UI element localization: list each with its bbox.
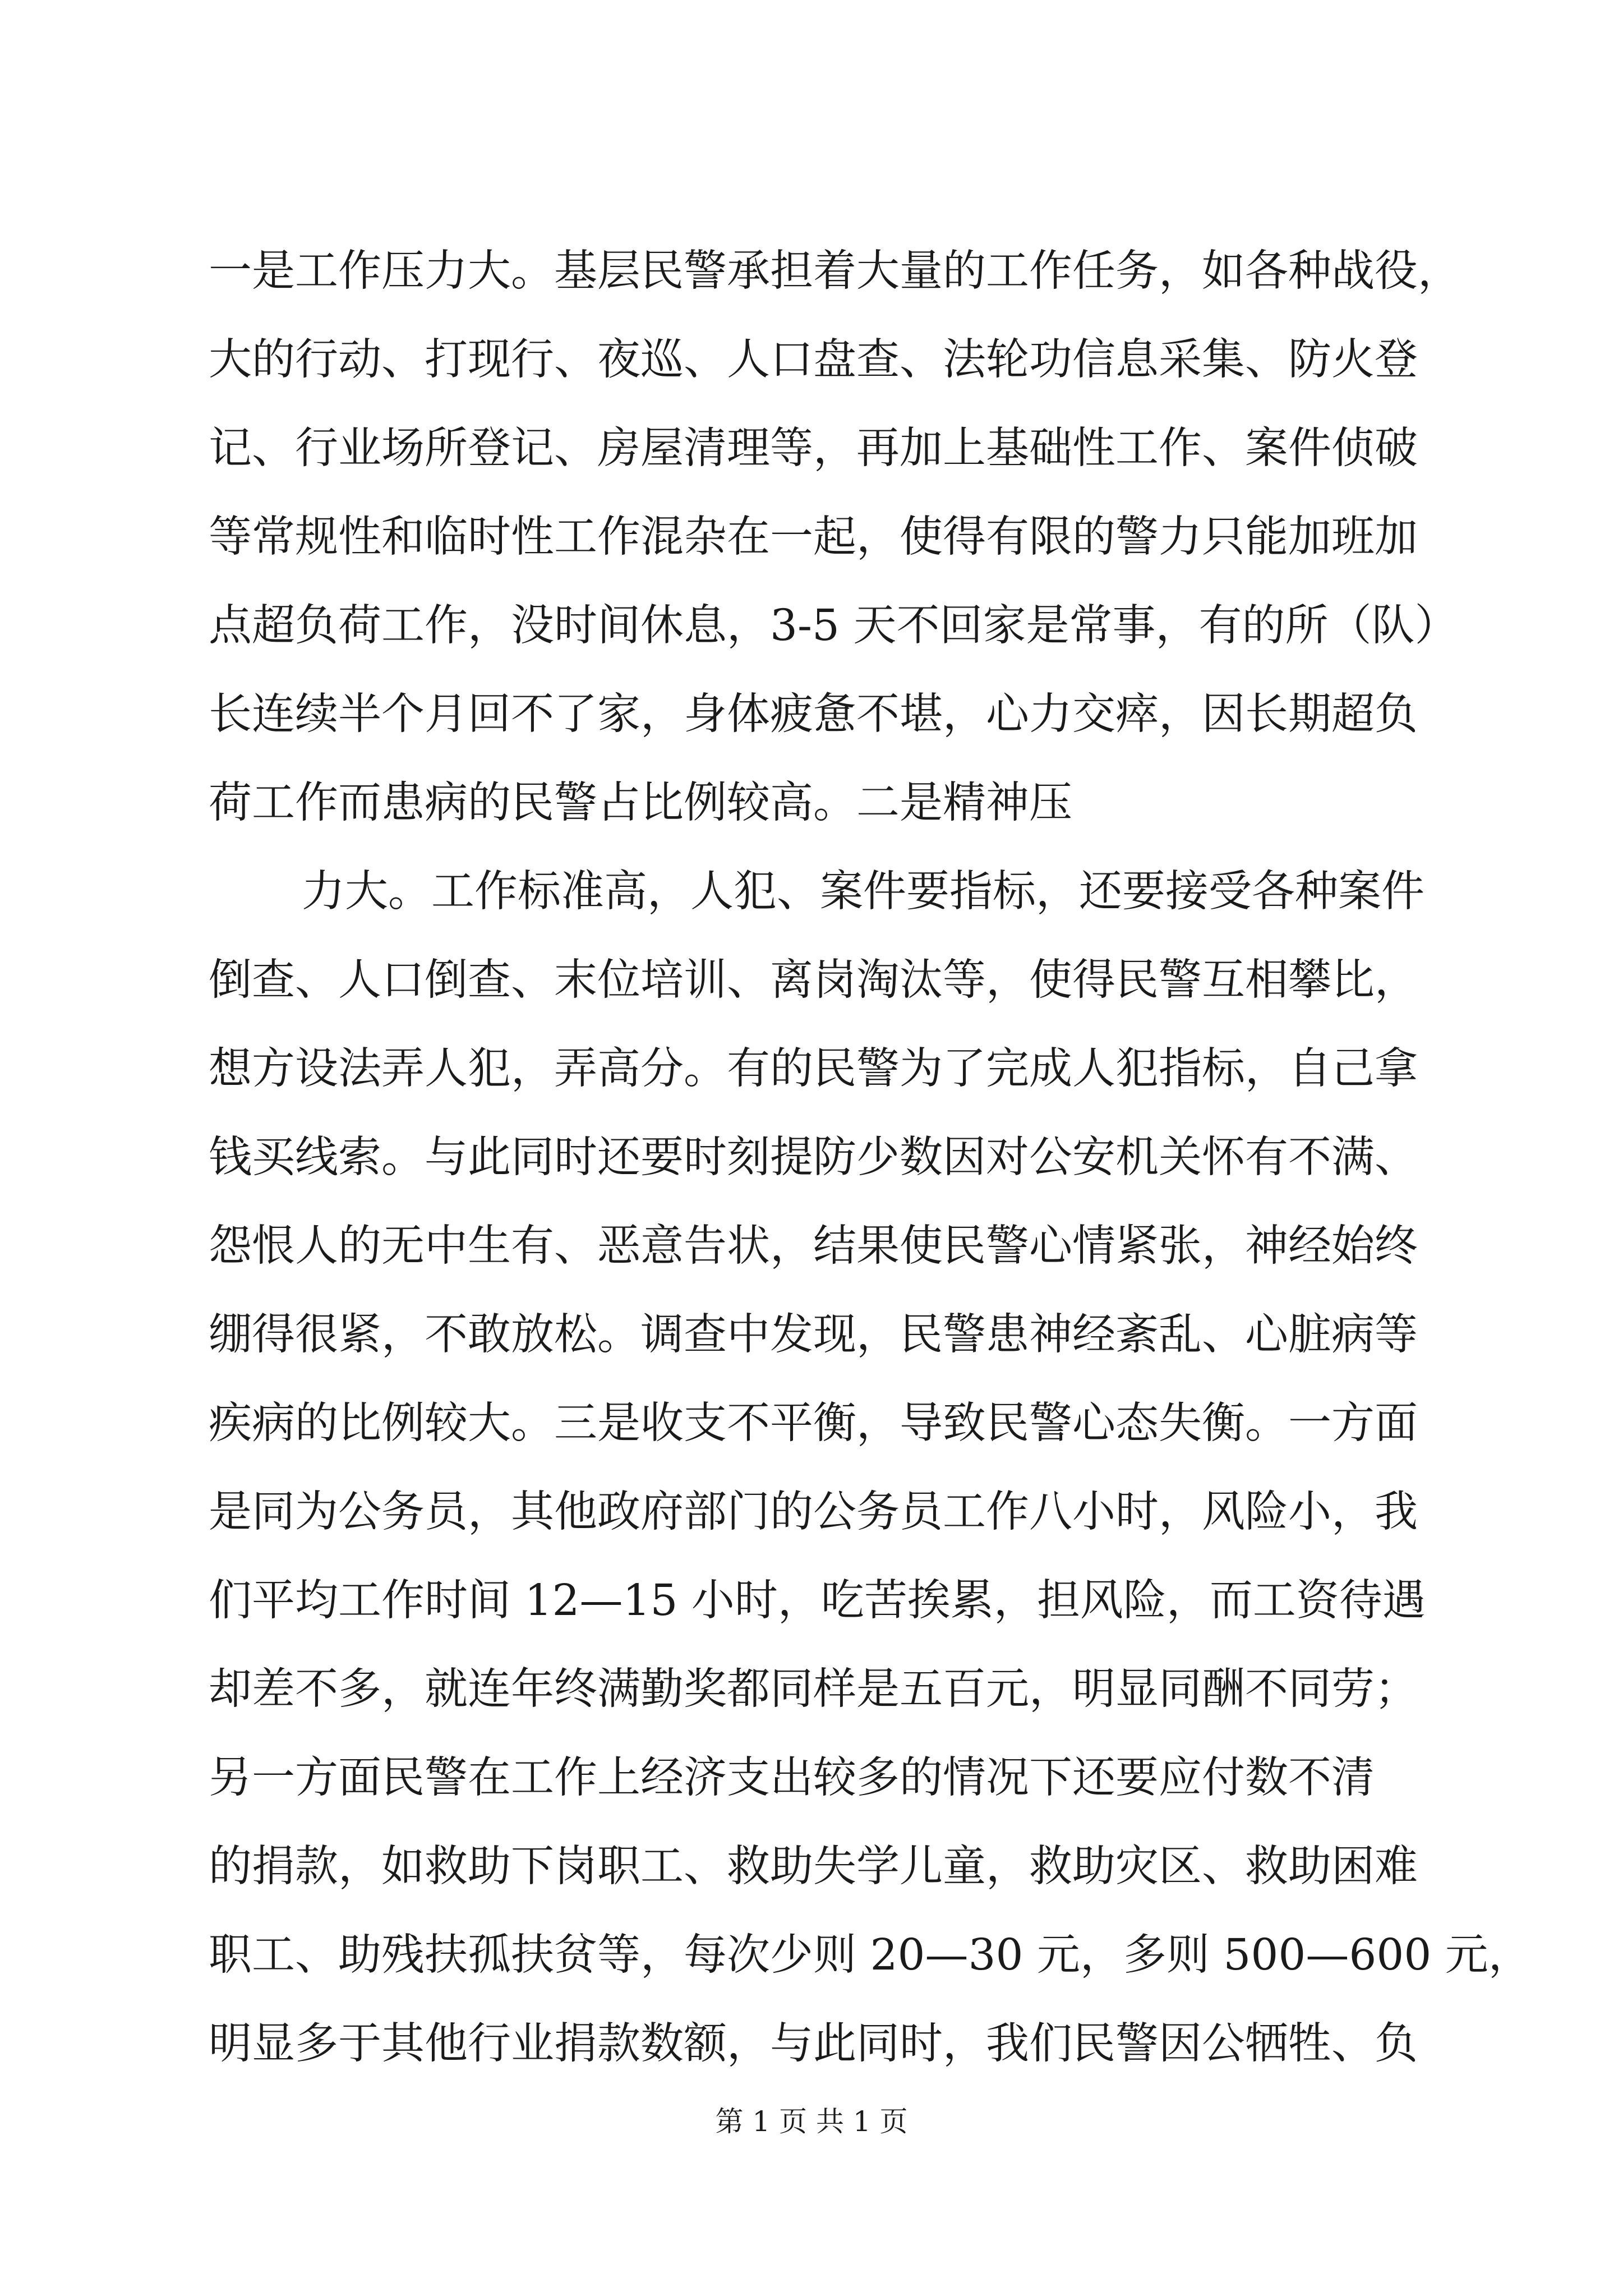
text-line: 点超负荷工作，没时间休息，3-5 天不回家是常事，有的所（队） [209,601,1458,651]
text-line: 的捐款，如救助下岗职工、救助失学儿童，救助灾区、救助困难 [209,1842,1418,1892]
text-line: 绷得很紧，不敢放松。调查中发现，民警患神经紊乱、心脏病等 [209,1310,1418,1360]
text-line: 们平均工作时间 12—15 小时，吃苦挨累，担风险，而工资待遇 [209,1576,1426,1626]
text-line: 怨恨人的无中生有、恶意告状，结果使民警心情紧张，神经始终 [209,1221,1418,1271]
text-line: 另一方面民警在工作上经济支出较多的情况下还要应付数不清 [209,1753,1375,1803]
text-line: 明显多于其他行业捐款数额，与此同时，我们民警因公牺牲、负 [209,2019,1418,2069]
body-text [209,227,1532,2088]
text-line: 疾病的比例较大。三是收支不平衡，导致民警心态失衡。一方面 [209,1398,1418,1448]
text-line: 大的行动、打现行、夜巡、人口盘查、法轮功信息采集、防火登 [209,335,1418,385]
text-line: 却差不多，就连年终满勤奖都同样是五百元，明显同酬不同劳； [209,1664,1418,1714]
text-line: 倒查、人口倒查、末位培训、离岗淘汰等，使得民警互相攀比， [209,955,1418,1005]
text-line: 长连续半个月回不了家，身体疲惫不堪，心力交瘁，因长期超负 [209,689,1418,739]
text-line: 想方设法弄人犯，弄高分。有的民警为了完成人犯指标，自己拿 [209,1044,1418,1094]
text-line: 等常规性和临时性工作混杂在一起，使得有限的警力只能加班加 [209,512,1418,562]
text-line: 荷工作而患病的民警占比例较高。二是精神压 [209,778,1072,828]
text-line-indented: 力大。工作标准高，人犯、案件要指标，还要接受各种案件 [302,867,1424,917]
text-line: 记、行业场所登记、房屋清理等，再加上基础性工作、案件侦破 [209,424,1418,473]
text-line: 钱买线索。与此同时还要时刻提防少数因对公安机关怀有不满、 [209,1133,1418,1182]
text-line: 是同为公务员，其他政府部门的公务员工作八小时，风险小，我 [209,1487,1418,1537]
text-line: 职工、助残扶孤扶贫等，每次少则 20—30 元，多则 500—600 元， [209,1930,1532,1980]
text-line: 一是工作压力大。基层民警承担着大量的工作任务，如各种战役， [209,246,1461,296]
page-footer: 第 1 页 共 1 页 [715,2105,908,2138]
